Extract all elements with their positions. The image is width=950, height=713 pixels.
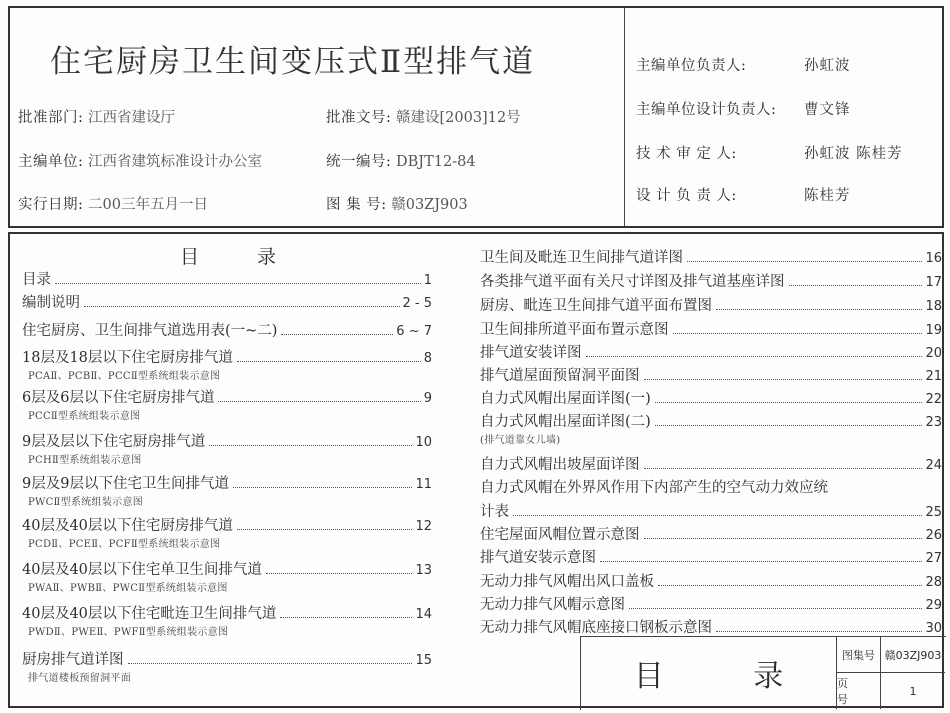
toc-entry-title: 编制说明 [22,295,80,311]
toc-entry [22,319,432,340]
person-row: 主编单位设计负责人: 曹文锋 [636,102,851,118]
toc-entry-title: 9层及层以下住宅厨房排气道 [22,434,206,450]
toc-entry-title: 40层及40层以下住宅毗连卫生间排气道 [22,606,277,622]
toc-entry [480,341,942,362]
toc-entry-page: 28 [925,575,942,590]
toc-entry-page: 12 [415,519,432,534]
toc-entry-page: 25 [925,505,942,520]
atlas-value: 赣03ZJ903 [881,637,945,673]
toc-entry-subtitle: PCDⅡ、PCEⅡ、PCFⅡ型系统组装示意图 [28,539,221,550]
toc-entry-title: 无动力排气风帽底座接口钢板示意图 [480,620,712,636]
toc-entry-subtitle: PWDⅡ、PWEⅡ、PWFⅡ型系统组装示意图 [28,627,229,638]
dot-leader [280,616,412,618]
toc-entry-page: 29 [925,598,942,613]
dot-leader [218,400,420,402]
dot-leader [655,424,923,426]
toc-entry [22,514,432,535]
toc-entry-title: 卫生间排所道平面布置示意图 [480,322,669,338]
dot-leader [586,355,923,357]
toc-entry [480,270,942,291]
toc-entry [22,602,432,623]
dot-leader [658,584,922,586]
toc-entry-page: 27 [925,551,942,566]
toc-entry [480,387,942,408]
unified-number: 统一编号: DBJT12-84 [326,154,476,170]
toc-entry [480,364,942,385]
dot-leader [233,486,413,488]
toc-entry [480,570,942,591]
toc-entry-title: 厨房排气道详图 [22,652,124,668]
toc-entry-title: 无动力排气风帽示意图 [480,597,625,613]
toc-entry [480,453,942,474]
toc-entry-page: 8 [423,351,432,366]
toc-entry [480,593,942,614]
toc-entry-page: 15 [415,653,432,668]
title-block-name: 目 录 [581,637,837,709]
toc-entry-page: 13 [415,563,432,578]
dot-leader [209,444,412,446]
atlas-number: 图 集 号: 赣03ZJ903 [326,197,468,213]
toc-entry [22,430,432,451]
dot-leader [644,378,923,380]
dot-leader [673,332,923,334]
toc-entry-title: 无动力排气风帽出风口盖板 [480,574,654,590]
toc-entry-title: 厨房、毗连卫生间排气道平面布置图 [480,298,712,314]
toc-entry-subtitle: PWCⅡ型系统组装示意图 [28,497,144,508]
toc-entry-page: 6 ~ 7 [396,324,432,339]
person-row: 主编单位负责人: 孙虹波 [636,58,851,74]
toc-entry-page: 14 [415,607,432,622]
toc-entry-page: 2 - 5 [402,296,432,311]
atlas-label: 图集号 [837,637,881,673]
page-value: 1 [909,684,917,698]
dot-leader [716,630,922,632]
dot-leader [237,528,413,530]
toc-entry-page: 20 [925,346,942,361]
dot-leader [84,305,400,307]
toc-entry [480,546,942,567]
dot-leader [644,537,923,539]
dot-leader [629,607,922,609]
toc-entry [22,648,432,669]
toc-entry [22,472,432,493]
toc-entry-title: 住宅厨房、卫生间排气道选用表(一~二) [22,323,278,339]
toc-entry [480,476,942,497]
toc-entry-subtitle: PCAⅡ、PCBⅡ、PCCⅡ型系统组装示意图 [28,371,221,382]
dot-leader [716,308,922,310]
toc-title: 目 录 [180,246,303,268]
toc-entry-page: 1 [423,273,432,288]
toc-entry [480,410,942,431]
document-title: 住宅厨房卫生间变压式Ⅱ型排气道 [50,44,536,80]
toc-entry-title: 目录 [22,272,51,288]
toc-entry-subtitle: 排气道楼板预留洞平面 [28,673,131,684]
toc-entry-title: 40层及40层以下住宅厨房排气道 [22,518,233,534]
toc-entry-page: 24 [925,458,942,473]
toc-entry [22,558,432,579]
toc-entry [22,386,432,407]
dot-leader [266,572,413,574]
toc-entry-page: 18 [925,299,942,314]
toc-entry-subtitle: (排气道靠女儿墙) [480,435,561,446]
toc-entry-title: 排气道安装示意图 [480,550,596,566]
toc-entry-page: 23 [925,415,942,430]
toc-entry-page: 16 [925,251,942,266]
toc-entry-subtitle: PCCⅡ型系统组装示意图 [28,411,141,422]
toc-entry-title: 卫生间及毗连卫生间排气道详图 [480,250,683,266]
dot-leader [655,401,923,403]
toc-entry [22,268,432,289]
toc-entry-page: 10 [415,435,432,450]
dot-leader [237,360,421,362]
dot-leader [128,662,413,664]
toc-entry-title: 计表 [480,504,509,520]
toc-entry-title: 40层及40层以下住宅单卫生间排气道 [22,562,262,578]
toc-entry-title: 9层及9层以下住宅卫生间排气道 [22,476,229,492]
editor-unit: 主编单位: 江西省建筑标准设计办公室 [18,154,262,170]
dot-leader [281,333,393,335]
effective-date: 实行日期: 二00三年五月一日 [18,197,208,213]
toc-entry [480,500,942,521]
toc-entry-page: 21 [925,369,942,384]
toc-entry-title: 自力式风帽在外界风作用下内部产生的空气动力效应统 [480,480,828,496]
approval-doc: 批准文号: 赣建设[2003]12号 [326,110,521,126]
toc-entry [480,318,942,339]
person-row: 技 术 审 定 人: 孙虹波 陈桂芳 [636,146,903,162]
person-row: 设 计 负 责 人: 陈桂芳 [636,188,851,204]
toc-entry [480,616,942,637]
title-block [580,636,946,710]
page-label: 页 号 [837,673,881,709]
toc-entry-title: 住宅屋面风帽位置示意图 [480,527,640,543]
dot-leader [600,560,922,562]
toc-entry-title: 排气道屋面预留洞平面图 [480,368,640,384]
toc-entry-title: 6层及6层以下住宅厨房排气道 [22,390,215,406]
toc-entry-title: 自力式风帽出坡屋面详图 [480,457,640,473]
header-divider [624,8,625,226]
dot-leader [55,282,421,284]
toc-entry-page: 30 [925,621,942,636]
dot-leader [687,260,922,262]
approval-dept: 批准部门: 江西省建设厅 [18,110,175,126]
dot-leader [644,467,923,469]
toc-entry-title: 排气道安装详图 [480,345,582,361]
toc-entry-subtitle: PWAⅡ、PWBⅡ、PWCⅡ型系统组装示意图 [28,583,228,594]
toc-entry-page: 17 [925,275,942,290]
toc-entry [22,291,432,312]
toc-entry-page: 22 [925,392,942,407]
toc-entry-title: 18层及18层以下住宅厨房排气道 [22,350,233,366]
toc-entry-title: 自力式风帽出屋面详图(一) [480,391,651,407]
toc-entry [480,246,942,267]
toc-entry [22,346,432,367]
toc-entry-title: 自力式风帽出屋面详图(二) [480,414,651,430]
toc-entry-title: 各类排气道平面有关尺寸详图及排气道基座详图 [480,274,785,290]
header-panel [8,6,944,228]
toc-entry [480,523,942,544]
toc-entry [480,294,942,315]
toc-panel [8,232,944,708]
dot-leader [513,514,922,516]
toc-entry-subtitle: PCHⅡ型系统组装示意图 [28,455,142,466]
dot-leader [789,284,923,286]
toc-entry-page: 9 [423,391,432,406]
toc-entry-page: 11 [415,477,432,492]
toc-entry-page: 19 [925,323,942,338]
toc-entry-page: 26 [925,528,942,543]
